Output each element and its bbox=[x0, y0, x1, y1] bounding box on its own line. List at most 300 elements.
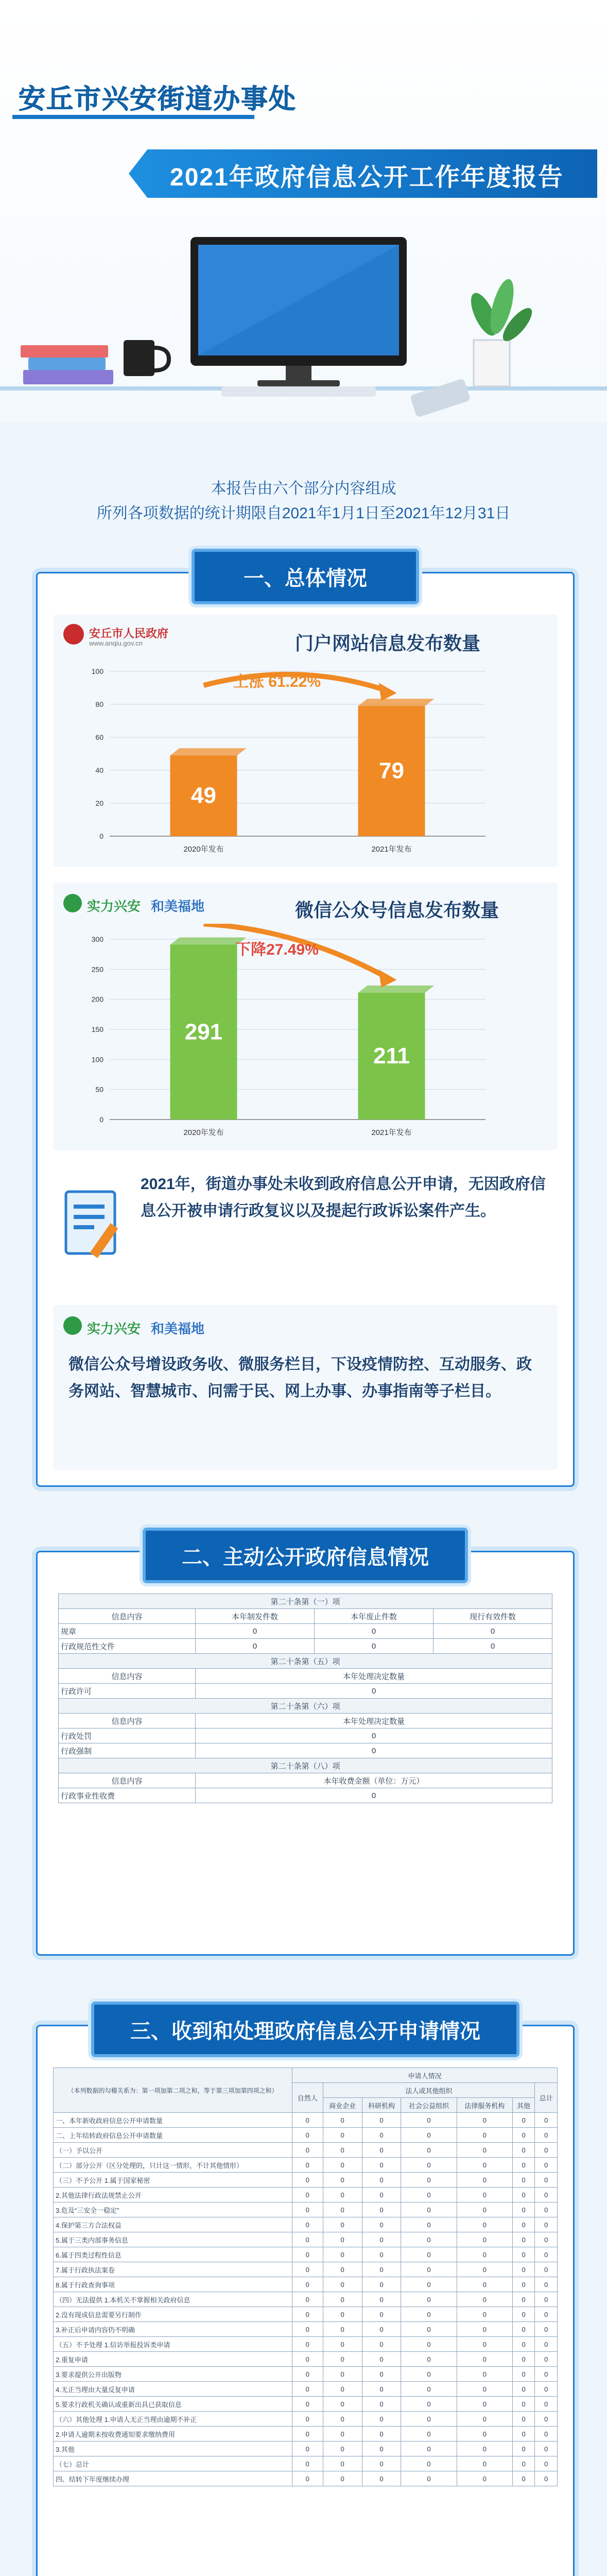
cell-value: 0 bbox=[535, 2262, 558, 2277]
cell-value: 0 bbox=[535, 2173, 558, 2188]
row-label: （六）其他处理 1.申请人无正当理由逾期不补正 bbox=[54, 2412, 292, 2427]
cell-value: 0 bbox=[323, 2143, 362, 2158]
cell-value: 0 bbox=[401, 2217, 457, 2232]
section-title-3: 三、收到和处理政府信息公开申请情况 bbox=[91, 2002, 519, 2057]
cell-value: 0 bbox=[401, 2158, 457, 2173]
intro-text bbox=[0, 477, 607, 526]
cell-value: 0 bbox=[457, 2292, 512, 2307]
cell-value: 0 bbox=[535, 2427, 558, 2442]
table-row bbox=[54, 2158, 558, 2173]
cell-value: 0 bbox=[457, 2202, 512, 2217]
t4-head-1: 本年收费金额（单位：万元） bbox=[195, 1773, 552, 1788]
app-head-col: 法律服务机构 bbox=[457, 2098, 512, 2113]
table-row bbox=[54, 2292, 558, 2307]
table-row bbox=[54, 2307, 558, 2322]
y-tick-label: 150 bbox=[91, 1025, 103, 1033]
summary-text: 2021年，街道办事处未收到政府信息公开申请，无因政府信息公开被申请行政复议以及提起行政诉讼案件产生。 bbox=[141, 1176, 546, 1219]
table-row bbox=[54, 2442, 558, 2456]
cell-value: 0 bbox=[292, 2143, 323, 2158]
cell-value: 0 bbox=[362, 2277, 401, 2292]
cell-value: 0 bbox=[323, 2262, 362, 2277]
application-summary bbox=[53, 1166, 558, 1295]
trend-annotation: 下降27.49% bbox=[235, 941, 319, 958]
cell-value: 0 bbox=[323, 2427, 362, 2442]
table-row bbox=[54, 2232, 558, 2247]
table-row bbox=[54, 2352, 558, 2367]
cell-value: 0 bbox=[362, 2352, 401, 2367]
x-tick-label: 2020年发布 bbox=[183, 1128, 224, 1137]
cell-value: 0 bbox=[535, 2397, 558, 2412]
t2-head-0: 信息内容 bbox=[59, 1669, 196, 1684]
cell-value: 0 bbox=[512, 2277, 535, 2292]
y-tick-label: 20 bbox=[95, 799, 103, 807]
cell-value: 0 bbox=[535, 2352, 558, 2367]
app-head-legal: 法人或其他组织 bbox=[323, 2083, 535, 2098]
wechat-logo-a: 实力兴安 bbox=[87, 899, 141, 914]
cell-value: 0 bbox=[457, 2217, 512, 2232]
cell-value: 0 bbox=[457, 2322, 512, 2337]
cell-value: 0 bbox=[292, 2202, 323, 2217]
cell-value: 0 bbox=[362, 2442, 401, 2456]
t2-r0-c0: 行政许可 bbox=[59, 1684, 196, 1699]
document-edit-icon bbox=[58, 1187, 130, 1259]
cell-value: 0 bbox=[323, 2277, 362, 2292]
row-label: 4.保护第三方合法权益 bbox=[54, 2217, 292, 2232]
t1-r0-c3: 0 bbox=[433, 1624, 552, 1639]
table-row bbox=[54, 2262, 558, 2277]
cell-value: 0 bbox=[512, 2427, 535, 2442]
row-label: 二、上年结转政府信息公开申请数量 bbox=[54, 2128, 292, 2143]
bar-value-label: 49 bbox=[191, 783, 216, 808]
applications-table-wrap bbox=[53, 2067, 558, 2486]
brand-underline bbox=[12, 115, 254, 119]
row-label: （三）不予公开 1.属于国家秘密 bbox=[54, 2173, 292, 2188]
cell-value: 0 bbox=[292, 2471, 323, 2486]
cell-value: 0 bbox=[512, 2143, 535, 2158]
section-title-1: 一、总体情况 bbox=[192, 549, 419, 604]
cell-value: 0 bbox=[362, 2217, 401, 2232]
t1-head-2: 本年废止件数 bbox=[314, 1609, 433, 1624]
cell-value: 0 bbox=[512, 2471, 535, 2486]
t1-r1-c2: 0 bbox=[314, 1639, 433, 1654]
cell-value: 0 bbox=[362, 2337, 401, 2352]
row-label: 4.无正当理由大量反复申请 bbox=[54, 2382, 292, 2397]
cell-value: 0 bbox=[401, 2188, 457, 2202]
table-row bbox=[54, 2113, 558, 2128]
cell-value: 0 bbox=[401, 2427, 457, 2442]
cell-value: 0 bbox=[535, 2442, 558, 2456]
cell-value: 0 bbox=[362, 2113, 401, 2128]
t2-r0-c1: 0 bbox=[195, 1684, 552, 1699]
trend-arrowhead bbox=[379, 683, 397, 701]
bar-top bbox=[358, 986, 435, 993]
cell-value: 0 bbox=[535, 2217, 558, 2232]
app-head-total: 总计 bbox=[535, 2083, 558, 2113]
cell-value: 0 bbox=[362, 2202, 401, 2217]
bar-value-label: 79 bbox=[379, 758, 404, 784]
trend-annotation: 上涨 61.22% bbox=[233, 673, 321, 690]
cell-value: 0 bbox=[401, 2337, 457, 2352]
cell-value: 0 bbox=[401, 2292, 457, 2307]
t1-r0-c0: 规章 bbox=[59, 1624, 196, 1639]
cell-value: 0 bbox=[401, 2442, 457, 2456]
cell-value: 0 bbox=[292, 2188, 323, 2202]
app-head-left: （本列数据的勾稽关系为：第一项加第二项之和，等于第三项加第四项之和） bbox=[54, 2068, 292, 2113]
cell-value: 0 bbox=[292, 2262, 323, 2277]
bar-top bbox=[358, 699, 435, 706]
cell-value: 0 bbox=[457, 2173, 512, 2188]
cell-value: 0 bbox=[292, 2292, 323, 2307]
cell-value: 0 bbox=[362, 2382, 401, 2397]
cell-value: 0 bbox=[323, 2397, 362, 2412]
y-tick-label: 0 bbox=[99, 1115, 103, 1124]
cell-value: 0 bbox=[401, 2412, 457, 2427]
cell-value: 0 bbox=[535, 2113, 558, 2128]
table-row bbox=[54, 2412, 558, 2427]
cell-value: 0 bbox=[401, 2352, 457, 2367]
cell-value: 0 bbox=[292, 2158, 323, 2173]
row-label: 2.重复申请 bbox=[54, 2352, 292, 2367]
cell-value: 0 bbox=[362, 2247, 401, 2262]
cell-value: 0 bbox=[512, 2173, 535, 2188]
table-row bbox=[54, 2143, 558, 2158]
wechat-logo-icon bbox=[63, 894, 82, 912]
cell-value: 0 bbox=[292, 2442, 323, 2456]
cell-value: 0 bbox=[292, 2456, 323, 2471]
cell-value: 0 bbox=[457, 2337, 512, 2352]
row-label: （四）无法提供 1.本机关不掌握相关政府信息 bbox=[54, 2292, 292, 2307]
cell-value: 0 bbox=[401, 2456, 457, 2471]
cell-value: 0 bbox=[362, 2412, 401, 2427]
cell-value: 0 bbox=[512, 2188, 535, 2202]
cell-value: 0 bbox=[512, 2322, 535, 2337]
cell-value: 0 bbox=[323, 2202, 362, 2217]
cell-value: 0 bbox=[457, 2143, 512, 2158]
cell-value: 0 bbox=[401, 2471, 457, 2486]
table-row bbox=[54, 2367, 558, 2382]
cell-value: 0 bbox=[362, 2232, 401, 2247]
cell-value: 0 bbox=[512, 2158, 535, 2173]
cell-value: 0 bbox=[323, 2128, 362, 2143]
y-tick-label: 0 bbox=[99, 832, 103, 840]
t2-head-1: 本年处理决定数量 bbox=[195, 1669, 552, 1684]
t1-head-0: 信息内容 bbox=[59, 1609, 196, 1624]
gov-logo-url: www.anqiu.gov.cn bbox=[89, 639, 143, 647]
cell-value: 0 bbox=[362, 2471, 401, 2486]
cell-value: 0 bbox=[323, 2232, 362, 2247]
cell-value: 0 bbox=[362, 2367, 401, 2382]
cell-value: 0 bbox=[323, 2337, 362, 2352]
y-tick-label: 40 bbox=[95, 766, 103, 774]
cell-value: 0 bbox=[401, 2367, 457, 2382]
cell-value: 0 bbox=[292, 2277, 323, 2292]
cell-value: 0 bbox=[401, 2262, 457, 2277]
row-label: 3.要求提供公开出版物 bbox=[54, 2367, 292, 2382]
cell-value: 0 bbox=[512, 2382, 535, 2397]
cell-value: 0 bbox=[401, 2382, 457, 2397]
wechat-summary-text: 微信公众号增设政务收、微服务栏目，下设疫情防控、互动服务、政务网站、智慧城市、问需于民、网上办事、办事指南等子栏目。 bbox=[68, 1356, 532, 1400]
cell-value: 0 bbox=[457, 2382, 512, 2397]
cell-value: 0 bbox=[512, 2442, 535, 2456]
cell-value: 0 bbox=[457, 2247, 512, 2262]
cell-value: 0 bbox=[323, 2247, 362, 2262]
table-row bbox=[54, 2427, 558, 2442]
cell-value: 0 bbox=[323, 2322, 362, 2337]
row-label: （二）部分公开（区分处理的，只计这一情形，不计其他情形） bbox=[54, 2158, 292, 2173]
table-row bbox=[54, 2382, 558, 2397]
cell-value: 0 bbox=[292, 2247, 323, 2262]
cell-value: 0 bbox=[292, 2412, 323, 2427]
section-overall bbox=[36, 567, 575, 1487]
cell-value: 0 bbox=[457, 2262, 512, 2277]
cell-value: 0 bbox=[401, 2202, 457, 2217]
y-tick-label: 200 bbox=[91, 995, 103, 1004]
t3-title: 第二十条第（六）项 bbox=[59, 1699, 552, 1714]
cell-value: 0 bbox=[512, 2262, 535, 2277]
table-row bbox=[54, 2202, 558, 2217]
cell-value: 0 bbox=[535, 2456, 558, 2471]
cell-value: 0 bbox=[323, 2158, 362, 2173]
t4-r0-c1: 0 bbox=[195, 1788, 552, 1803]
gov-emblem-icon bbox=[63, 624, 84, 645]
cell-value: 0 bbox=[362, 2188, 401, 2202]
cell-value: 0 bbox=[323, 2173, 362, 2188]
cell-value: 0 bbox=[457, 2113, 512, 2128]
row-label: 2.其他法律行政法规禁止公开 bbox=[54, 2188, 292, 2202]
app-head-col: 科研机构 bbox=[362, 2098, 401, 2113]
cell-value: 0 bbox=[323, 2307, 362, 2322]
cell-value: 0 bbox=[457, 2232, 512, 2247]
cell-value: 0 bbox=[362, 2307, 401, 2322]
cell-value: 0 bbox=[323, 2292, 362, 2307]
row-label: 3.其他 bbox=[54, 2442, 292, 2456]
cell-value: 0 bbox=[323, 2217, 362, 2232]
cell-value: 0 bbox=[292, 2397, 323, 2412]
wechat-logo-a-2: 实力兴安 bbox=[87, 1321, 141, 1336]
table-row bbox=[54, 2217, 558, 2232]
t1-r1-c0: 行政规范性文件 bbox=[59, 1639, 196, 1654]
cell-value: 0 bbox=[323, 2456, 362, 2471]
cell-value: 0 bbox=[362, 2456, 401, 2471]
row-label: （七）总计 bbox=[54, 2456, 292, 2471]
y-tick-label: 80 bbox=[95, 700, 103, 708]
row-label: 5.属于三类内部事务信息 bbox=[54, 2232, 292, 2247]
cell-value: 0 bbox=[323, 2471, 362, 2486]
cell-value: 0 bbox=[512, 2202, 535, 2217]
y-tick-label: 250 bbox=[91, 965, 103, 974]
cell-value: 0 bbox=[292, 2113, 323, 2128]
cell-value: 0 bbox=[457, 2397, 512, 2412]
cell-value: 0 bbox=[292, 2367, 323, 2382]
app-head-col: 社会公益组织 bbox=[401, 2098, 457, 2113]
t3-r1-c1: 0 bbox=[195, 1743, 552, 1758]
row-label: 四、结转下年度继续办理 bbox=[54, 2471, 292, 2486]
intro-line-2: 所列各项数据的统计期限自2021年1月1日至2021年12月31日 bbox=[96, 505, 511, 522]
cell-value: 0 bbox=[512, 2412, 535, 2427]
row-label: 一、本年新收政府信息公开申请数量 bbox=[54, 2113, 292, 2128]
section-title-2: 二、主动公开政府信息情况 bbox=[143, 1528, 468, 1583]
cell-value: 0 bbox=[457, 2471, 512, 2486]
cell-value: 0 bbox=[512, 2128, 535, 2143]
t1-r1-c3: 0 bbox=[433, 1639, 552, 1654]
cell-value: 0 bbox=[535, 2277, 558, 2292]
cell-value: 0 bbox=[457, 2188, 512, 2202]
cell-value: 0 bbox=[535, 2322, 558, 2337]
t3-r0-c0: 行政处罚 bbox=[59, 1728, 196, 1743]
cell-value: 0 bbox=[362, 2262, 401, 2277]
cell-value: 0 bbox=[535, 2128, 558, 2143]
t4-r0-c0: 行政事业性收费 bbox=[59, 1788, 196, 1803]
website-bar-chart bbox=[63, 656, 547, 862]
cell-value: 0 bbox=[292, 2337, 323, 2352]
cell-value: 0 bbox=[401, 2277, 457, 2292]
cell-value: 0 bbox=[535, 2232, 558, 2247]
cell-value: 0 bbox=[512, 2247, 535, 2262]
t1-r0-c2: 0 bbox=[314, 1624, 433, 1639]
y-tick-label: 100 bbox=[91, 667, 103, 675]
cell-value: 0 bbox=[292, 2382, 323, 2397]
gov-logo-text: 安丘市人民政府 bbox=[89, 627, 169, 640]
t1-r1-c1: 0 bbox=[195, 1639, 314, 1654]
cell-value: 0 bbox=[401, 2232, 457, 2247]
cell-value: 0 bbox=[535, 2292, 558, 2307]
table-row bbox=[54, 2173, 558, 2188]
cell-value: 0 bbox=[323, 2442, 362, 2456]
t3-r0-c1: 0 bbox=[195, 1728, 552, 1743]
cell-value: 0 bbox=[535, 2382, 558, 2397]
cell-value: 0 bbox=[292, 2232, 323, 2247]
t1-title: 第二十条第（一）项 bbox=[59, 1594, 552, 1609]
wechat-summary-panel bbox=[53, 1305, 558, 1470]
cell-value: 0 bbox=[535, 2188, 558, 2202]
cell-value: 0 bbox=[512, 2232, 535, 2247]
cell-value: 0 bbox=[457, 2442, 512, 2456]
cell-value: 0 bbox=[457, 2307, 512, 2322]
cell-value: 0 bbox=[512, 2367, 535, 2382]
table-row bbox=[54, 2456, 558, 2471]
x-tick-label: 2020年发布 bbox=[183, 845, 224, 854]
cell-value: 0 bbox=[457, 2277, 512, 2292]
cell-value: 0 bbox=[292, 2427, 323, 2442]
bar-top bbox=[170, 748, 247, 755]
cell-value: 0 bbox=[457, 2128, 512, 2143]
t4-head-0: 信息内容 bbox=[59, 1773, 196, 1788]
cell-value: 0 bbox=[362, 2143, 401, 2158]
cell-value: 0 bbox=[512, 2456, 535, 2471]
row-label: 2.申请人逾期未按收费通知要求缴纳费用 bbox=[54, 2427, 292, 2442]
bar-value-label: 291 bbox=[184, 1019, 223, 1045]
t1-head-1: 本年制发件数 bbox=[195, 1609, 314, 1624]
table-row bbox=[54, 2471, 558, 2486]
proactive-table bbox=[58, 1594, 552, 1803]
cell-value: 0 bbox=[292, 2173, 323, 2188]
cell-value: 0 bbox=[535, 2158, 558, 2173]
org-name: 安丘市兴安街道办事处 bbox=[19, 84, 297, 114]
t3-r1-c0: 行政强制 bbox=[59, 1743, 196, 1758]
x-tick-label: 2021年发布 bbox=[371, 845, 412, 854]
cell-value: 0 bbox=[535, 2202, 558, 2217]
row-label: 2.没有现成信息需要另行制作 bbox=[54, 2307, 292, 2322]
row-label: 7.属于行政执法案卷 bbox=[54, 2262, 292, 2277]
proactive-tables bbox=[58, 1594, 552, 1803]
table-row bbox=[54, 2128, 558, 2143]
app-head-col: 其他 bbox=[512, 2098, 535, 2113]
cell-value: 0 bbox=[362, 2322, 401, 2337]
cell-value: 0 bbox=[535, 2412, 558, 2427]
wechat-bar-chart bbox=[63, 924, 547, 1145]
y-tick-label: 300 bbox=[91, 935, 103, 943]
cell-value: 0 bbox=[401, 2397, 457, 2412]
table-row bbox=[54, 2188, 558, 2202]
desk-illustration bbox=[0, 216, 607, 422]
t1-head-3: 现行有效件数 bbox=[433, 1609, 552, 1624]
cell-value: 0 bbox=[512, 2217, 535, 2232]
app-head-applicant: 申请人情况 bbox=[292, 2068, 557, 2083]
cell-value: 0 bbox=[401, 2128, 457, 2143]
cell-value: 0 bbox=[401, 2113, 457, 2128]
row-label: 3.补正后申请内容仍不明确 bbox=[54, 2322, 292, 2337]
t3-head-1: 本年处理决定数量 bbox=[195, 1714, 552, 1728]
cell-value: 0 bbox=[512, 2397, 535, 2412]
wechat-logo-icon-2 bbox=[63, 1316, 82, 1335]
y-tick-label: 100 bbox=[91, 1055, 103, 1064]
cell-value: 0 bbox=[362, 2397, 401, 2412]
cell-value: 0 bbox=[362, 2128, 401, 2143]
t3-head-0: 信息内容 bbox=[59, 1714, 196, 1728]
table-row bbox=[54, 2247, 558, 2262]
cell-value: 0 bbox=[512, 2337, 535, 2352]
section-applications bbox=[36, 2020, 575, 2576]
chart-2-title: 微信公众号信息发布数量 bbox=[295, 900, 499, 921]
cell-value: 0 bbox=[535, 2367, 558, 2382]
report-title: 2021年政府信息公开工作年度报告 bbox=[170, 164, 564, 191]
chart-1-title: 门户网站信息发布数量 bbox=[295, 633, 481, 654]
t1-r0-c1: 0 bbox=[195, 1624, 314, 1639]
cell-value: 0 bbox=[512, 2292, 535, 2307]
bar-value-label: 211 bbox=[373, 1043, 410, 1069]
t4-title: 第二十条第（八）项 bbox=[59, 1758, 552, 1773]
cell-value: 0 bbox=[457, 2427, 512, 2442]
cell-value: 0 bbox=[292, 2128, 323, 2143]
cell-value: 0 bbox=[323, 2412, 362, 2427]
cell-value: 0 bbox=[292, 2307, 323, 2322]
row-label: 8.属于行政查询事项 bbox=[54, 2277, 292, 2292]
cell-value: 0 bbox=[362, 2427, 401, 2442]
applications-table bbox=[53, 2067, 558, 2486]
t2-title: 第二十条第（五）项 bbox=[59, 1654, 552, 1669]
wechat-logo-b-2: 和美福地 bbox=[151, 1321, 205, 1336]
cell-value: 0 bbox=[535, 2247, 558, 2262]
trend-arrowhead bbox=[379, 970, 397, 988]
wechat-logo-b: 和美福地 bbox=[151, 899, 205, 914]
x-tick-label: 2021年发布 bbox=[371, 1128, 412, 1137]
wechat-chart-panel bbox=[53, 883, 558, 1150]
cell-value: 0 bbox=[535, 2143, 558, 2158]
cell-value: 0 bbox=[401, 2307, 457, 2322]
table-row bbox=[54, 2277, 558, 2292]
cell-value: 0 bbox=[457, 2456, 512, 2471]
app-head-col: 商业企业 bbox=[323, 2098, 362, 2113]
cell-value: 0 bbox=[401, 2173, 457, 2188]
intro-line-1: 本报告由六个部分内容组成 bbox=[211, 480, 396, 497]
table-row bbox=[54, 2322, 558, 2337]
report-header bbox=[0, 0, 607, 422]
cell-value: 0 bbox=[362, 2173, 401, 2188]
cell-value: 0 bbox=[401, 2143, 457, 2158]
cell-value: 0 bbox=[362, 2158, 401, 2173]
row-label: 6.属于四类过程性信息 bbox=[54, 2247, 292, 2262]
cell-value: 0 bbox=[323, 2188, 362, 2202]
